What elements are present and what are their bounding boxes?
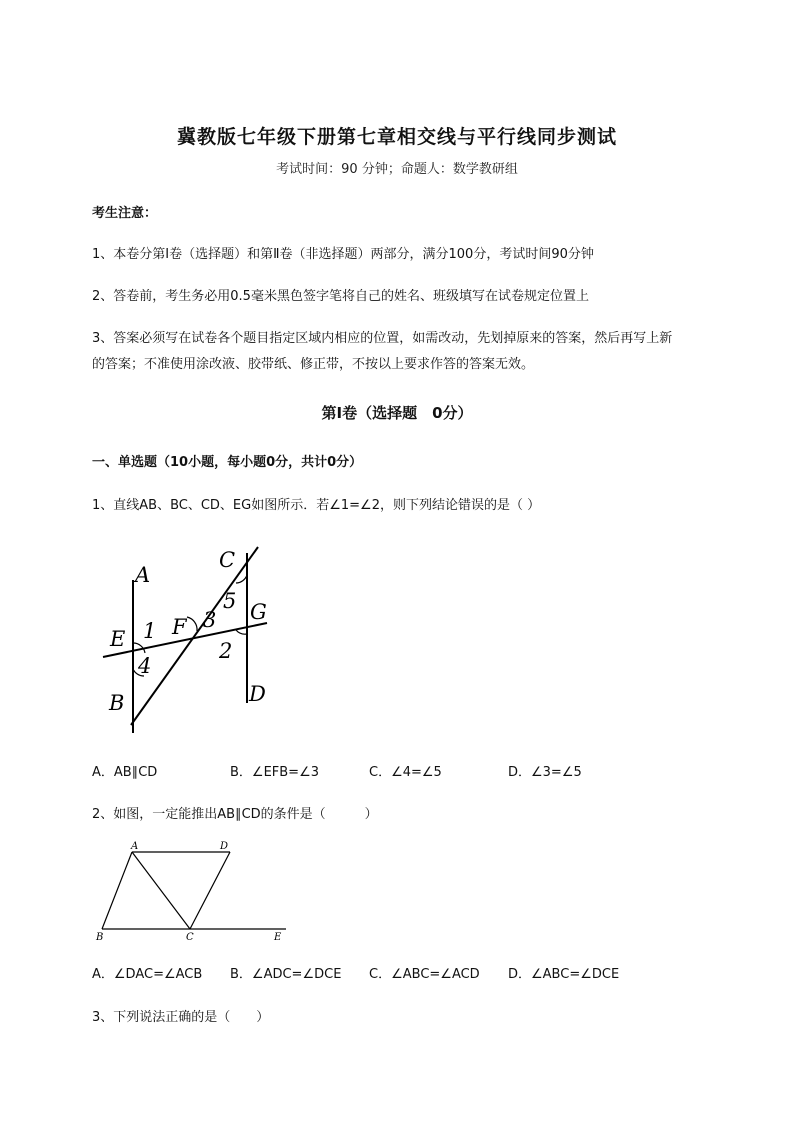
page-title: 冀教版七年级下册第七章相交线与平行线同步测试 [176, 126, 617, 148]
question-2-option-b[interactable]: B．∠ADC=∠DCE [230, 967, 342, 982]
segment-dc [190, 852, 230, 929]
fig1-label-angle-1: 1 [143, 619, 157, 643]
question-2-option-a[interactable]: A．∠DAC=∠ACB [92, 967, 203, 982]
fig2-label-e: E [274, 932, 282, 943]
angle-3-arc [187, 617, 197, 631]
fig1-label-g: G [250, 600, 267, 624]
exam-info: 考试时间：90 分钟；命题人：数学教研组 [276, 162, 518, 177]
notice-item-3-line-1: 3、答案必须写在试卷各个题目指定区域内相应的位置，如需改动，先划掉原来的答案，然后再写上新 [92, 331, 673, 346]
question-1-option-d[interactable]: D．∠3=∠5 [508, 765, 582, 780]
fig1-label-d: D [249, 682, 266, 706]
fig2-label-d: D [220, 841, 229, 852]
fig1-label-b: B [109, 691, 125, 715]
question-3-stem: 3、下列说法正确的是（ ） [92, 1010, 270, 1025]
question-2-stem: 2、如图，一定能推出AB∥CD的条件是（ ） [92, 807, 378, 822]
fig1-label-angle-4: 4 [138, 654, 152, 678]
angle-2-arc [236, 630, 247, 634]
question-2-option-d[interactable]: D．∠ABC=∠DCE [508, 967, 620, 982]
section-title: 第Ⅰ卷（选择题 0分） [321, 404, 473, 422]
question-2-figure [90, 836, 300, 948]
segment-ac [132, 852, 190, 929]
fig1-label-a: A [135, 563, 151, 587]
question-1-option-c[interactable]: C．∠4=∠5 [369, 765, 442, 780]
fig1-label-c: C [219, 548, 236, 572]
notice-item-2: 2、答卷前，考生务必用0.5毫米黑色签字笔将自己的姓名、班级填写在试卷规定位置上 [92, 289, 589, 304]
fig1-label-angle-5: 5 [223, 589, 237, 613]
question-1-stem: 1、直线AB、BC、CD、EG如图所示．若∠1=∠2，则下列结论错误的是（ ） [92, 498, 541, 513]
fig1-label-f: F [172, 615, 187, 639]
fig1-label-angle-3: 3 [203, 608, 217, 632]
notice-item-3-line-2: 的答案；不准使用涂改液、胶带纸、修正带，不按以上要求作答的答案无效。 [92, 357, 535, 372]
question-1-option-b[interactable]: B．∠EFB=∠3 [230, 765, 320, 780]
fig1-label-e: E [110, 627, 126, 651]
question-1-figure [95, 535, 285, 745]
angle-1-arc [133, 643, 145, 653]
fig2-label-b: B [96, 932, 104, 943]
notice-item-1: 1、本卷分第Ⅰ卷（选择题）和第Ⅱ卷（非选择题）两部分，满分100分，考试时间90分钟 [92, 247, 594, 262]
notice-heading: 考生注意： [92, 206, 158, 221]
fig2-label-a: A [131, 841, 139, 852]
fig1-label-angle-2: 2 [219, 639, 233, 663]
segment-ab [102, 852, 132, 929]
fig2-label-c: C [186, 932, 194, 943]
part-heading: 一、单选题（10小题，每小题0分，共计0分） [92, 455, 363, 470]
question-1-option-a[interactable]: A．AB∥CD [92, 765, 158, 780]
question-2-option-c[interactable]: C．∠ABC=∠ACD [369, 967, 480, 982]
